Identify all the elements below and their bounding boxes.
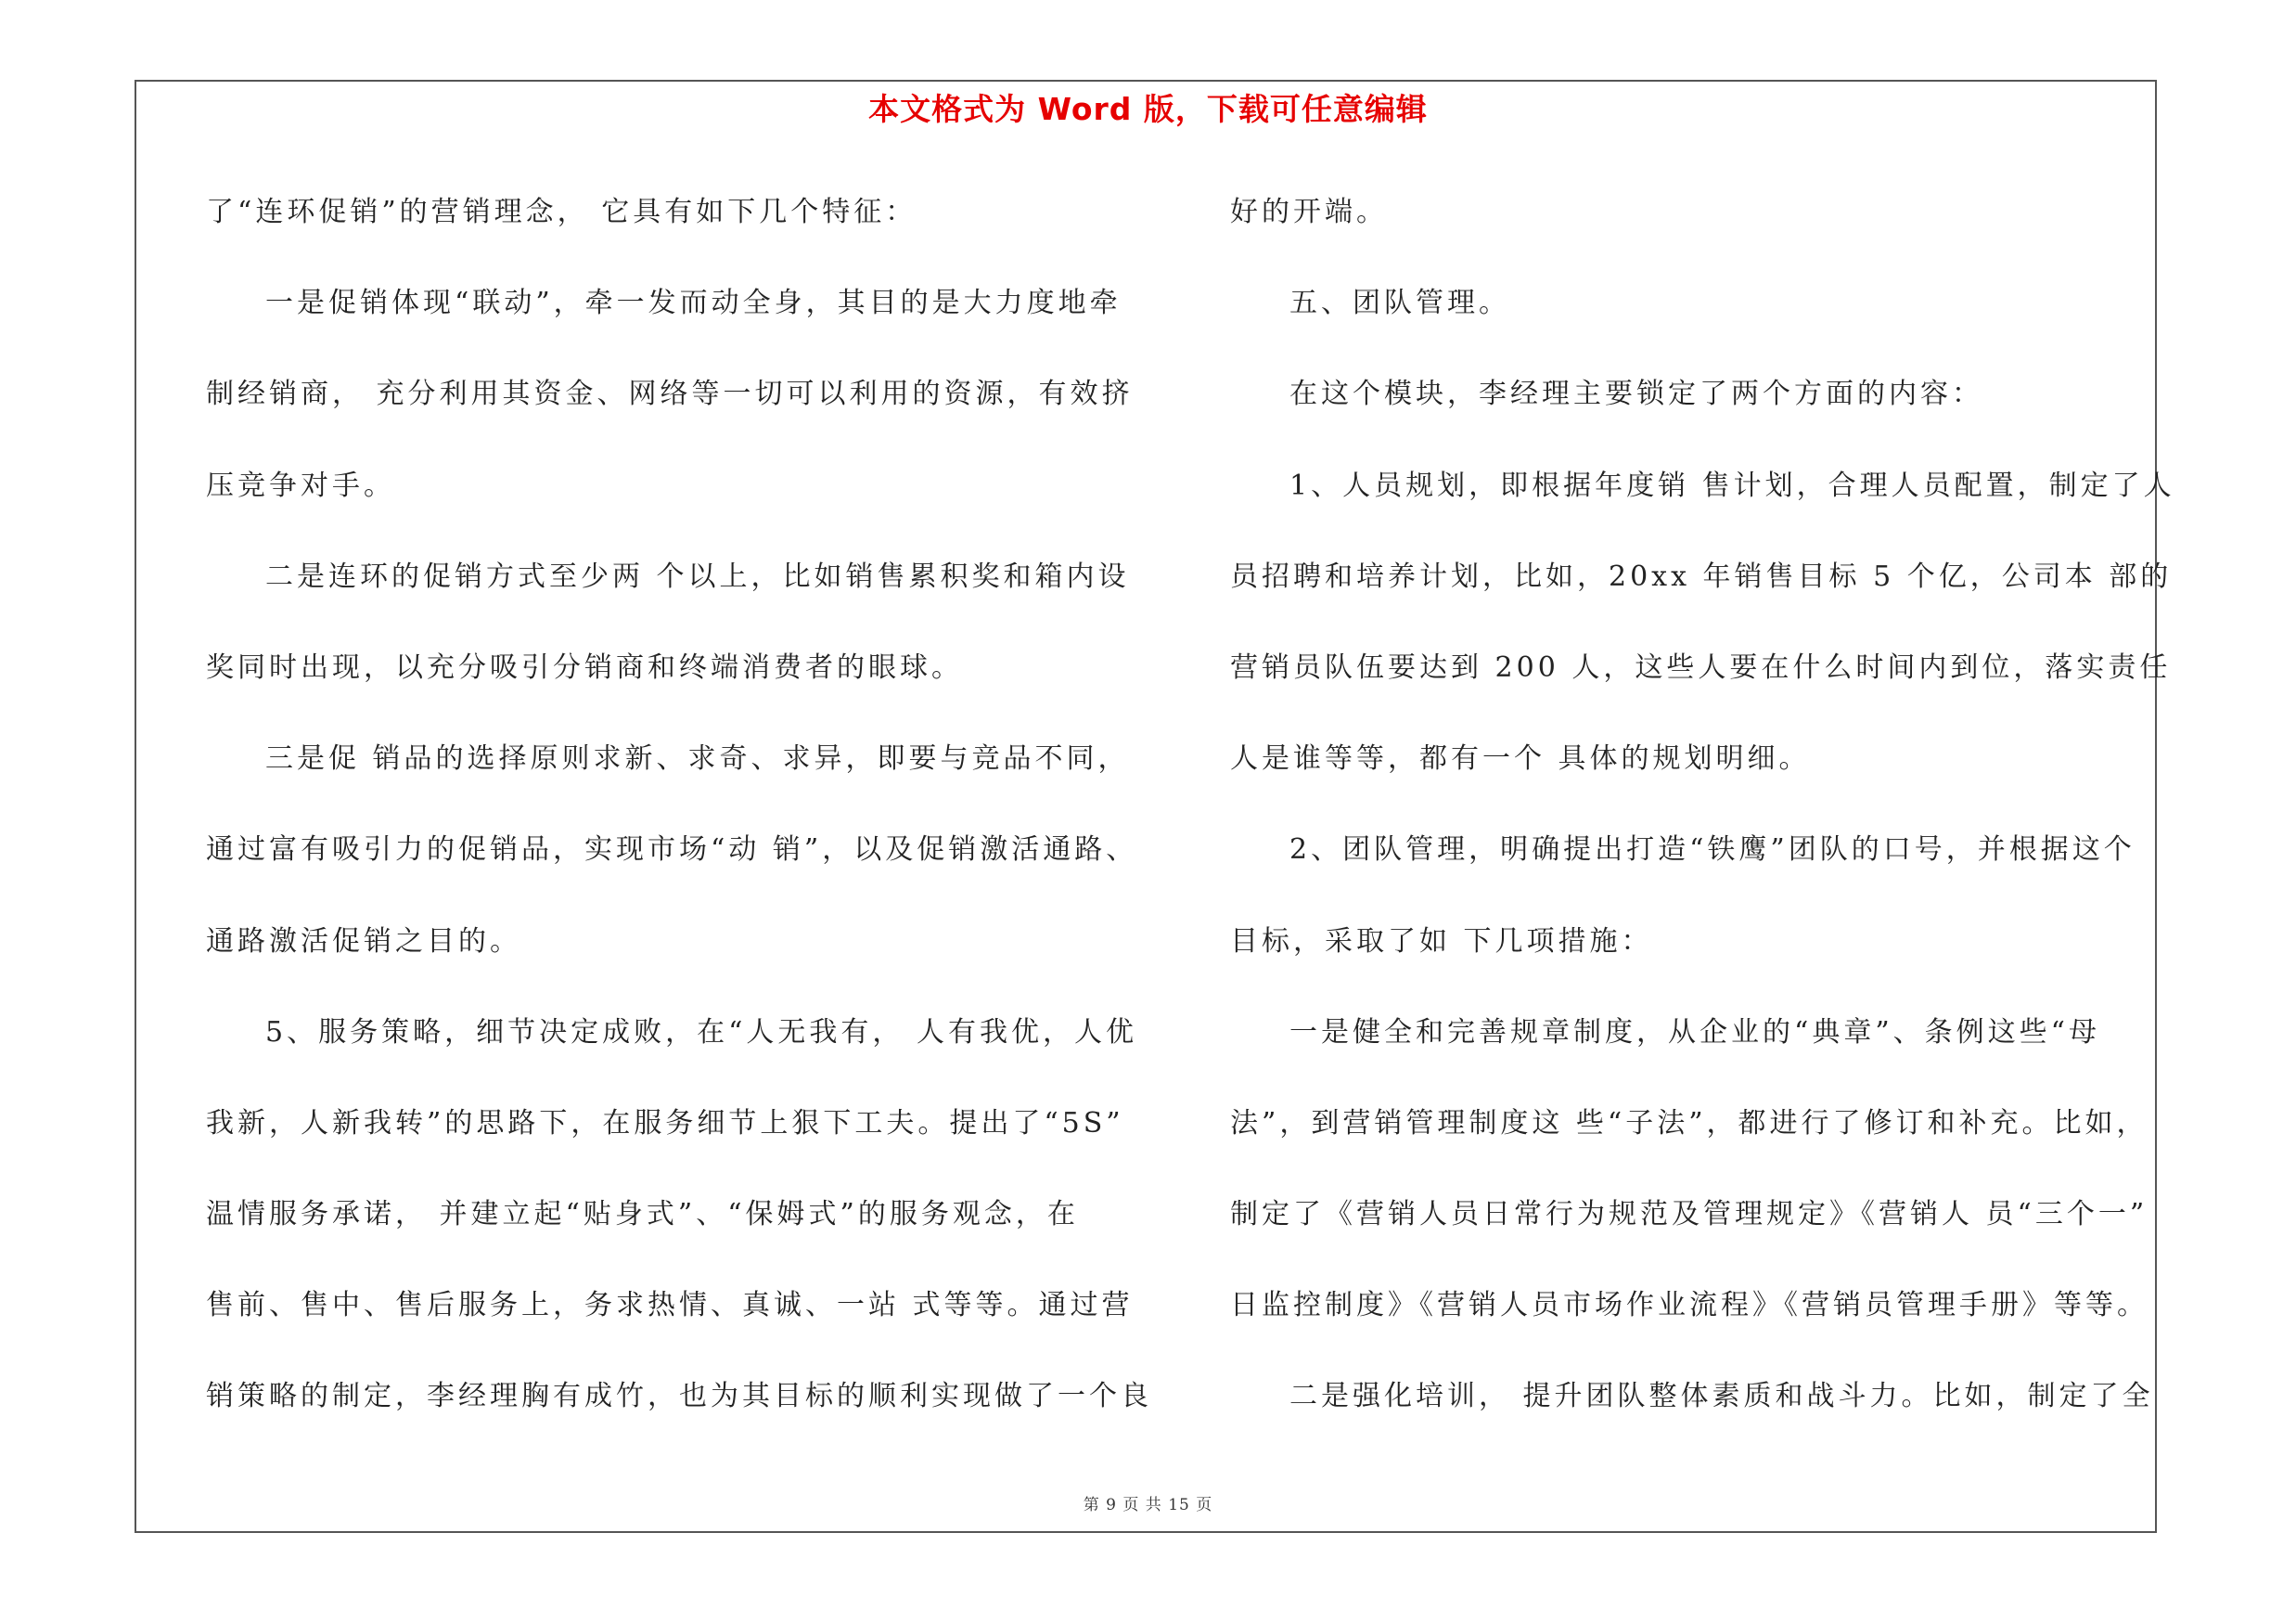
text-line: 奖同时出现，以充分吸引分销商和终端消费者的眼球。 (206, 650, 963, 684)
text-line: 在这个模块，李经理主要锁定了两个方面的内容： (1289, 378, 1983, 411)
text-line: 制定了《营销人员日常行为规范及管理规定》《营销人 员“三个一” (1230, 1198, 2148, 1231)
text-line: 通过富有吸引力的促销品，实现市场“动 销”，以及促销激活通路、 (206, 833, 1138, 867)
text-line: 一是促销体现“联动”，牵一发而动全身，其目的是大力度地牵 (265, 287, 1122, 320)
text-line: 员招聘和培养计划，比如，20xx 年销售目标 5 个亿，公司本 部的 (1230, 560, 2173, 593)
text-line: 1、人员规划，即根据年度销 售计划，合理人员配置，制定了人 (1289, 469, 2175, 502)
text-line: 营销员队伍要达到 200 人，这些人要在什么时间内到位，落实责任 (1230, 650, 2172, 684)
text-line: 温情服务承诺， 并建立起“贴身式”、“保姆式”的服务观念，在 (206, 1198, 1079, 1231)
text-line: 三是促 销品的选择原则求新、求奇、求异，即要与竞品不同， (265, 742, 1130, 776)
text-line: 我新，人新我转”的思路下，在服务细节上狠下工夫。提出了“5S” (206, 1106, 1124, 1140)
text-line: 日监控制度》《营销人员市场作业流程》《营销员管理手册》等等。 (1230, 1289, 2148, 1322)
text-line: 2、团队管理，明确提出打造“铁鹰”团队的口号，并根据这个 (1289, 833, 2136, 867)
text-line: 压竞争对手。 (206, 469, 395, 502)
page-number: 第 9 页 共 15 页 (1083, 1496, 1213, 1514)
text-line: 通路激活促销之目的。 (206, 924, 521, 958)
text-line: 二是强化培训， 提升团队整体素质和战斗力。比如，制定了全 (1289, 1380, 2154, 1413)
left-column (206, 176, 1152, 1452)
text-line: 目标，采取了如 下几项措施： (1230, 924, 1653, 958)
text-line: 制经销商， 充分利用其资金、网络等一切可以利用的资源，有效挤 (206, 378, 1134, 411)
text-line: 人是谁等等，都有一个 具体的规划明细。 (1230, 742, 1811, 776)
text-line: 了“连环促销”的营销理念， 它具有如下几个特征： (206, 196, 917, 228)
text-line: 5、服务策略，细节决定成败，在“人无我有， 人有我优，人优 (265, 1015, 1137, 1049)
text-line: 一是健全和完善规章制度，从企业的“典章”、条例这些“母 (1289, 1015, 2101, 1049)
right-column (1230, 176, 2175, 1452)
text-line: 售前、售中、售后服务上，务求热情、真诚、一站 式等等。通过营 (206, 1289, 1134, 1322)
section-heading: 五、团队管理。 (1289, 287, 1510, 320)
text-line: 法”，到营销管理制度这 些“子法”，都进行了修订和补充。比如， (1230, 1106, 2148, 1140)
text-line: 好的开端。 (1230, 196, 1388, 228)
text-line: 二是连环的促销方式至少两 个以上，比如销售累积奖和箱内设 (265, 560, 1130, 593)
text-line: 销策略的制定，李经理胸有成竹，也为其目标的顺利实现做了一个良 (206, 1380, 1152, 1413)
format-banner: 本文格式为 Word 版，下载可任意编辑 (868, 91, 1428, 127)
